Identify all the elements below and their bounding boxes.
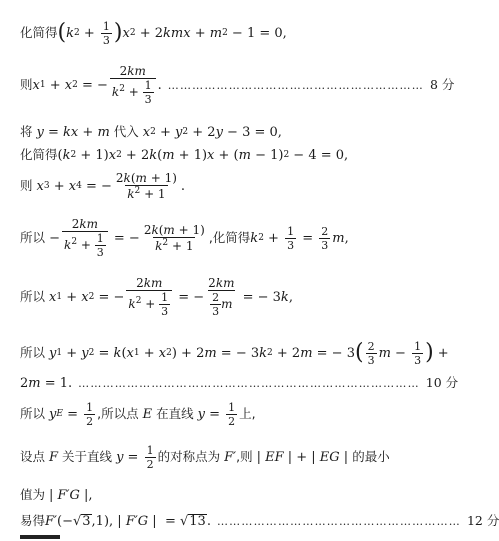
line-min-value: 值为 | F′G |, bbox=[20, 486, 93, 503]
line-sum-x3-x4: 则 x 3 + x 4 = − $\frac{2k(m + 1)}{k^2 + 1}$ . bbox=[20, 171, 186, 201]
line-x1-plus-x2-value: 所以 x 1 + x 2 = − 2km $k^2$ + $\frac{1}{3}$ = − 2km $\frac{2}{3}$ m = − 3 k , bbox=[20, 276, 293, 318]
line-point-F: 设点 F 关于直线 y = $\frac{1}{2}$ 的对称点为 F′ ,则 | EF | + | EG | 的最小 bbox=[20, 443, 390, 471]
line-sum-x1-x2: 则 x 1 + x 2 = − 2km $k^2$ + $\frac{1}{3}$ . ……………………………………………………… 8 分 bbox=[20, 64, 455, 106]
score-8: 8 分 bbox=[429, 76, 455, 92]
line-simplify-2: 化简得 ( k 2 + 1) x 2 + 2 k ( m + 1) x + ( m − 1) 2 − 4 = 0, bbox=[20, 146, 349, 163]
line-result-1: 2 m = 1. ………………………………………………………………………… 10 分 bbox=[20, 374, 459, 391]
score-12: 12 分 bbox=[466, 512, 499, 528]
leader-dots: ……………………………………………………… bbox=[167, 78, 424, 92]
line-final: 易得 F′ (− √ 3 ,1), | F′G | = √ 13 . …………………………………………………… 12 分 bbox=[20, 512, 499, 529]
line-y1-plus-y2: 所以 y 1 + y 2 = k ( x 1 + x 2 ) + 2 m = − 3 k 2 + 2 m = − 3 ( $\frac{2}{3}$ m − $\frac{1}{3}$ ) + bbox=[20, 339, 449, 367]
cutoff-bar bbox=[20, 535, 60, 539]
leader-dots: ………………………………………………………………………… bbox=[78, 376, 420, 390]
line-point-E: 所以 y E = $\frac{1}{2}$ ,所以点 E 在直线 y = $\frac{1}{2}$ 上, bbox=[20, 400, 256, 428]
score-10: 10 分 bbox=[425, 374, 459, 390]
line-equate: 所以 − 2km $k^2$ + $\frac{1}{3}$ = − $\frac{2k(m + 1)}{k^2 + 1}$ ,化简得 k 2 + $\frac{1}{3}$ = $\frac{2}{3}$ m , bbox=[20, 217, 349, 259]
line-simplify-1: 化简得 ( k 2 + $\frac{1}{3}$ ) x 2 + 2 kmx + m 2 − 1 = 0, bbox=[20, 19, 287, 47]
leader-dots: …………………………………………………… bbox=[216, 514, 461, 528]
line-substitute: 将 y = kx + m 代入 x 2 + y 2 + 2 y − 3 = 0, bbox=[20, 123, 282, 140]
